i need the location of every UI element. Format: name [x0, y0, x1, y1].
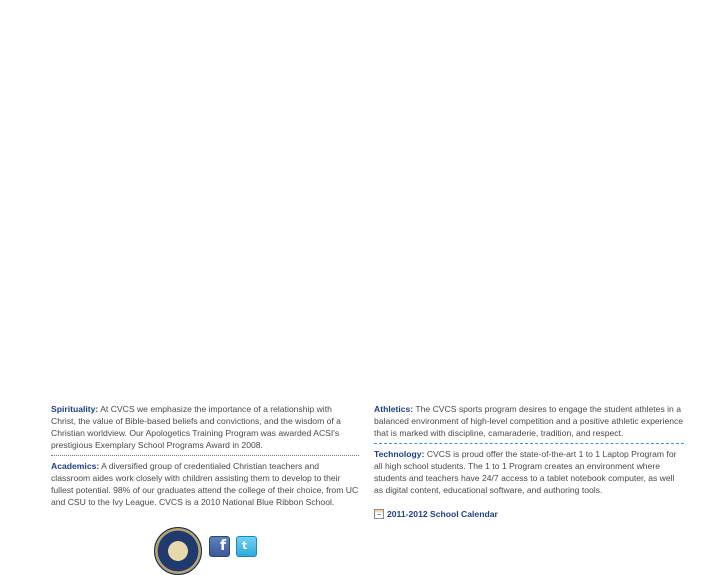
school-calendar-link[interactable] — [374, 508, 684, 520]
technology-heading: Technology: — [374, 449, 425, 459]
technology-text: CVCS is proud offer the state-of-the-art 1 to 1 Laptop Program for all high school students. The 1 to 1 Program creates an environment where students and teachers have 24/7 access to a tablet notebook computer, as well as digital content, educational software, and authoring tools. — [374, 449, 677, 495]
athletics-heading: Athletics: — [374, 404, 414, 414]
technology-paragraph — [374, 448, 684, 496]
spirituality-heading: Spirituality: — [51, 404, 99, 414]
twitter-icon[interactable]: t — [236, 536, 257, 557]
blue-ribbon-seal-icon — [154, 527, 202, 575]
left-column — [51, 403, 359, 508]
athletics-text: The CVCS sports program desires to engage the student athletes in a balanced environment of high-level competition and a positive athletic experience that is marked with discipline, camaraderie, tradition, and respect. — [374, 404, 684, 438]
right-column — [374, 403, 684, 520]
academics-paragraph — [51, 460, 359, 508]
spirituality-paragraph — [51, 403, 359, 451]
athletics-paragraph — [374, 403, 684, 439]
academics-heading: Academics: — [51, 461, 100, 471]
section-divider — [374, 443, 684, 444]
spirituality-text: At CVCS we emphasize the importance of a relationship with Christ, the value of Bible-based beliefs and convictions, and the wisdom of a Christian worldview. Our Apologetics Training Program was awarded ACSI's prestigious Exemplary School Programs Award in 2008. — [51, 404, 341, 450]
facebook-icon[interactable]: f — [209, 536, 230, 557]
school-calendar-label: 2011-2012 School Calendar — [387, 509, 498, 519]
calendar-icon — [374, 509, 384, 519]
section-divider — [51, 455, 359, 456]
academics-text: A diversified group of credentialed Christian teachers and classroom aides work closely with children assisting them to develop to their fullest potential. 98% of our graduates attend the college of their choice, from UC and CSU to the Ivy League. CVCS is a 2010 National Blue Ribbon School. — [51, 461, 359, 507]
